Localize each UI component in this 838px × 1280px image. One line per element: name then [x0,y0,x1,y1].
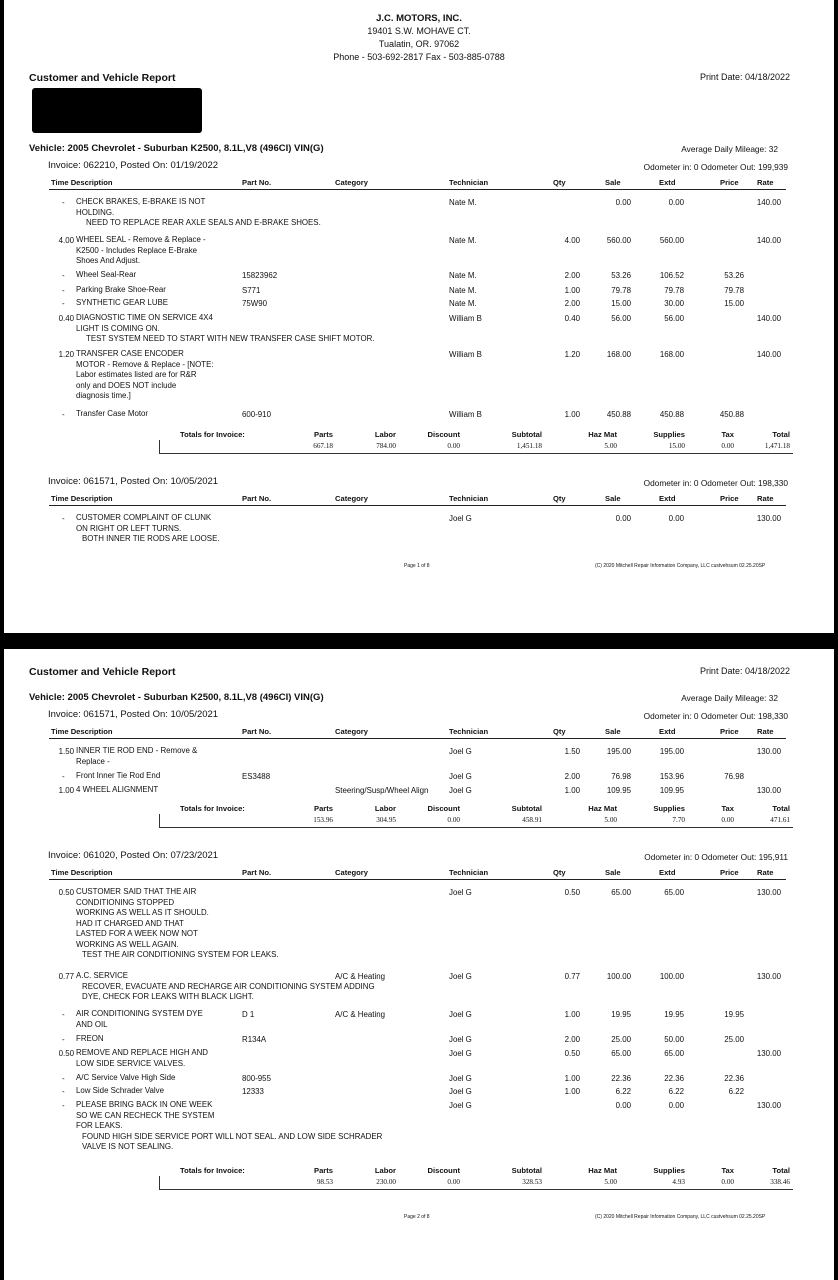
line-technician: William B [449,350,482,359]
col-rate: Rate [757,494,774,503]
print-date: Print Date: 04/18/2022 [699,666,790,676]
totals-tax-label: Tax [721,1166,734,1175]
odometer-info: Odometer in: 0 Odometer Out: 198,330 [643,478,788,488]
line-part-no: D 1 [242,1010,255,1019]
line-bullet: - [62,1087,65,1096]
line-extd: 0.00 [668,1101,684,1110]
totals-discount-value: 0.00 [447,442,460,450]
line-part-no: S771 [242,286,261,295]
line-description: Low Side Schrader Valve [76,1086,165,1095]
col-category: Category [335,727,368,736]
line-extd: 168.00 [659,350,684,359]
totals-discount-value: 0.00 [447,816,460,824]
line-bullet: - [62,410,65,419]
line-extd: 0.00 [668,514,684,523]
line-time: 1.20 [58,350,74,359]
line-description: DIAGNOSTIC TIME ON SERVICE 4X4 LIGHT IS COMING ON. [76,313,213,333]
line-price: 76.98 [724,772,744,781]
line-sale: 65.00 [611,1049,631,1058]
line-part-no: 800-955 [242,1074,271,1083]
line-qty: 1.50 [564,747,580,756]
line-description: CUSTOMER COMPLAINT OF CLUNK ON RIGHT OR LEFT TURNS. [76,513,212,533]
totals-discount-value: 0.00 [447,1178,460,1186]
line-category: A/C & Heating [335,972,385,981]
col-technician: Technician [449,868,489,877]
line-part-no: ES3488 [242,772,271,781]
line-sale: 168.00 [606,350,631,359]
col-category: Category [335,178,368,187]
line-price: 6.22 [728,1087,744,1096]
line-technician: Joel G [449,1010,472,1019]
totals-total-label: Total [772,430,790,439]
totals-parts-label: Parts [314,804,333,813]
line-technician: Joel G [449,1074,472,1083]
line-qty: 0.50 [564,888,580,897]
totals-subtotal-value: 328.53 [522,1178,542,1186]
totals-parts-value: 98.53 [316,1178,333,1186]
line-price: 450.88 [719,410,744,419]
line-extd: 22.36 [664,1074,684,1083]
line-technician: William B [449,410,482,419]
line-technician: Nate M. [449,271,477,280]
line-price: 22.36 [724,1074,744,1083]
line-part-no: 75W90 [242,299,268,308]
line-time: 1.50 [58,747,74,756]
col-extd: Extd [659,494,676,503]
totals-labor-value: 784.00 [376,442,396,450]
line-qty: 1.00 [564,1074,580,1083]
line-description: CUSTOMER SAID THAT THE AIR CONDITIONING STOPPED WORKING AS WELL AS IT SHOULD. HAD IT CHARGED AND THAT LASTED FOR A WEEK NOW NOT WORKING AS WELL AGAIN. [76,887,209,949]
line-note: TEST SYSTEM NEED TO START WITH NEW TRANSFER CASE SHIFT MOTOR. [86,334,375,343]
totals-labor-value: 230.00 [376,1178,396,1186]
line-technician: Nate M. [449,198,477,207]
company-name: J.C. MOTORS, INC. [376,13,462,24]
line-note: FOUND HIGH SIDE SERVICE PORT WILL NOT SEAL. AND LOW SIDE SCHRADER VALVE IS NOT SEALING. [82,1131,383,1151]
page-number: Page 2 of 8 [404,1214,430,1220]
totals-parts-value: 667.18 [313,442,333,450]
line-extd: 79.78 [664,286,684,295]
line-sale: 0.00 [615,198,631,207]
line-technician: Joel G [449,888,472,897]
line-qty: 1.00 [564,1087,580,1096]
redacted-customer-info [32,88,202,133]
col-time-description: Time Description [51,868,113,877]
totals-discount-label: Discount [427,804,460,813]
col-price: Price [720,494,739,503]
line-qty: 1.00 [564,1010,580,1019]
vehicle-info: Vehicle: 2005 Chevrolet - Suburban K2500, 8.1L,V8 (496CI) VIN(G) [29,143,324,154]
line-sale: 6.22 [615,1087,631,1096]
totals-total-label: Total [772,1166,790,1175]
line-sale: 109.95 [606,786,631,795]
totals-tax-value: 0.00 [721,1178,734,1186]
line-description: REMOVE AND REPLACE HIGH AND LOW SIDE SERVICE VALVES. [76,1048,208,1068]
line-description: 4 WHEEL ALIGNMENT [76,785,159,794]
line-price: 79.78 [724,286,744,295]
totals-total-value: 1,471.18 [764,442,790,450]
totals-haz-mat-label: Haz Mat [588,804,617,813]
col-time-description: Time Description [51,494,113,503]
totals-subtotal-value: 1,451.18 [516,442,542,450]
company-city: Tualatin, OR. 97062 [378,39,460,49]
totals-label: Totals for Invoice: [180,1166,245,1175]
line-description: AIR CONDITIONING SYSTEM DYE AND OIL [76,1009,203,1029]
line-part-no: R134A [242,1035,267,1044]
totals-discount-label: Discount [427,430,460,439]
totals-haz-mat-value: 5.00 [604,442,617,450]
col-part-no: Part No. [242,727,272,736]
line-technician: Joel G [449,514,472,523]
col-part-no: Part No. [242,868,272,877]
totals-haz-mat-value: 5.00 [604,816,617,824]
vehicle-info: Vehicle: 2005 Chevrolet - Suburban K2500, 8.1L,V8 (496CI) VIN(G) [29,692,324,703]
line-category: A/C & Heating [335,1010,385,1019]
totals-labor-value: 304.95 [376,816,396,824]
line-bullet: - [62,1010,65,1019]
line-extd: 6.22 [668,1087,684,1096]
totals-haz-mat-label: Haz Mat [588,1166,617,1175]
line-extd: 56.00 [664,314,684,323]
col-technician: Technician [449,494,489,503]
line-description: WHEEL SEAL - Remove & Replace - K2500 - Includes Replace E-Brake Shoes And Adjust. [76,235,206,265]
line-extd: 65.00 [664,888,684,897]
line-sale: 65.00 [611,888,631,897]
totals-discount-label: Discount [427,1166,460,1175]
col-technician: Technician [449,178,489,187]
totals-supplies-label: Supplies [653,430,685,439]
report-title: Customer and Vehicle Report [29,72,176,84]
line-qty: 2.00 [564,1035,580,1044]
line-extd: 65.00 [664,1049,684,1058]
totals-total-value: 471.61 [770,816,790,824]
totals-supplies-label: Supplies [653,804,685,813]
line-description: Transfer Case Motor [76,409,149,418]
totals-parts-label: Parts [314,1166,333,1175]
line-description: SYNTHETIC GEAR LUBE [76,298,169,307]
line-technician: William B [449,314,482,323]
totals-haz-mat-value: 5.00 [604,1178,617,1186]
line-sale: 22.36 [611,1074,631,1083]
line-description: Wheel Seal-Rear [76,270,137,279]
col-qty: Qty [553,494,566,503]
totals-total-value: 338.46 [770,1178,790,1186]
line-time: 0.40 [58,314,74,323]
line-bullet: - [62,286,65,295]
line-sale: 53.26 [611,271,631,280]
totals-labor-label: Labor [374,1166,396,1175]
totals-box [159,440,793,454]
line-qty: 4.00 [564,236,580,245]
line-bullet: - [62,271,65,280]
line-part-no: 15823962 [242,271,278,280]
line-sale: 56.00 [611,314,631,323]
line-rate: 140.00 [756,198,781,207]
line-rate: 130.00 [756,786,781,795]
line-description: A.C. SERVICE [76,971,129,980]
col-category: Category [335,868,368,877]
col-rate: Rate [757,727,774,736]
invoice-title: Invoice: 061571, Posted On: 10/05/2021 [48,476,219,487]
line-extd: 195.00 [659,747,684,756]
line-technician: Joel G [449,786,472,795]
line-description: INNER TIE ROD END - Remove & Replace - [76,746,198,766]
line-rate: 130.00 [756,972,781,981]
line-qty: 2.00 [564,299,580,308]
totals-labor-label: Labor [374,430,396,439]
line-sale: 0.00 [615,1101,631,1110]
col-qty: Qty [553,868,566,877]
line-time: 4.00 [58,236,74,245]
line-extd: 100.00 [659,972,684,981]
col-part-no: Part No. [242,494,272,503]
line-technician: Joel G [449,972,472,981]
line-qty: 1.00 [564,786,580,795]
line-qty: 2.00 [564,271,580,280]
line-description: FREON [76,1034,104,1043]
line-description: PLEASE BRING BACK IN ONE WEEK SO WE CAN RECHECK THE SYSTEM FOR LEAKS. [76,1100,215,1130]
average-mileage: Average Daily Mileage: 32 [681,693,778,703]
invoice-title: Invoice: 061020, Posted On: 07/23/2021 [48,850,219,861]
line-bullet: - [62,514,65,523]
odometer-info: Odometer in: 0 Odometer Out: 198,330 [643,711,788,721]
line-qty: 0.77 [564,972,580,981]
line-bullet: - [62,1035,65,1044]
line-technician: Nate M. [449,299,477,308]
line-bullet: - [62,198,65,207]
line-sale: 560.00 [606,236,631,245]
line-sale: 195.00 [606,747,631,756]
totals-total-label: Total [772,804,790,813]
line-extd: 450.88 [659,410,684,419]
line-qty: 2.00 [564,772,580,781]
col-price: Price [720,178,739,187]
line-technician: Joel G [449,747,472,756]
report-page-2 [4,649,834,1280]
line-description: CHECK BRAKES, E-BRAKE IS NOT HOLDING. [76,197,206,217]
line-note: TEST THE AIR CONDITIONING SYSTEM FOR LEAKS. [82,950,279,959]
line-rate: 130.00 [756,888,781,897]
totals-subtotal-label: Subtotal [511,1166,542,1175]
company-phone: Phone - 503-692-2817 Fax - 503-885-0788 [333,52,505,62]
line-qty: 0.50 [564,1049,580,1058]
line-qty: 1.00 [564,410,580,419]
line-qty: 0.40 [564,314,580,323]
line-sale: 79.78 [611,286,631,295]
line-price: 53.26 [724,271,744,280]
line-extd: 19.95 [664,1010,684,1019]
line-sale: 76.98 [611,772,631,781]
line-rate: 130.00 [756,1049,781,1058]
totals-labor-label: Labor [374,804,396,813]
col-qty: Qty [553,178,566,187]
header-rule [49,738,786,739]
invoice-title: Invoice: 062210, Posted On: 01/19/2022 [48,160,219,171]
line-extd: 109.95 [659,786,684,795]
line-rate: 140.00 [756,350,781,359]
totals-label: Totals for Invoice: [180,804,245,813]
line-extd: 0.00 [668,198,684,207]
totals-tax-value: 0.00 [721,442,734,450]
line-description: Parking Brake Shoe-Rear [76,285,166,294]
col-sale: Sale [605,178,621,187]
line-extd: 30.00 [664,299,684,308]
line-description: TRANSFER CASE ENCODER MOTOR - Remove & Replace - [NOTE: Labor estimates listed are for R&R only and DOES NOT include diagnosis time.] [76,349,214,400]
col-extd: Extd [659,868,676,877]
line-sale: 0.00 [615,514,631,523]
report-page-1 [4,0,834,633]
line-bullet: - [62,1074,65,1083]
line-extd: 106.52 [659,271,684,280]
col-sale: Sale [605,727,621,736]
line-bullet: - [62,299,65,308]
line-qty: 1.20 [564,350,580,359]
line-category: Steering/Susp/Wheel Align [335,786,429,795]
line-time: 1.00 [58,786,74,795]
line-technician: Joel G [449,772,472,781]
line-description: Front Inner Tie Rod End [76,771,161,780]
col-technician: Technician [449,727,489,736]
line-sale: 15.00 [611,299,631,308]
col-rate: Rate [757,868,774,877]
page-number: Page 1 of 8 [404,563,430,569]
totals-parts-label: Parts [314,430,333,439]
line-extd: 153.96 [659,772,684,781]
totals-tax-label: Tax [721,804,734,813]
totals-supplies-value: 7.70 [672,816,685,824]
print-date: Print Date: 04/18/2022 [699,72,790,82]
col-extd: Extd [659,727,676,736]
header-rule [49,879,786,880]
line-description: A/C Service Valve High Side [76,1073,176,1082]
totals-tax-label: Tax [721,430,734,439]
line-part-no: 600-910 [242,410,271,419]
line-price: 15.00 [724,299,744,308]
line-note: BOTH INNER TIE RODS ARE LOOSE. [82,534,220,543]
totals-supplies-value: 15.00 [668,442,685,450]
odometer-info: Odometer in: 0 Odometer Out: 195,911 [644,852,788,862]
line-price: 25.00 [724,1035,744,1044]
totals-subtotal-label: Subtotal [511,804,542,813]
totals-box [159,814,793,828]
line-part-no: 12333 [242,1087,264,1096]
col-time-description: Time Description [51,727,113,736]
col-category: Category [335,494,368,503]
totals-haz-mat-label: Haz Mat [588,430,617,439]
line-technician: Joel G [449,1101,472,1110]
col-sale: Sale [605,868,621,877]
line-sale: 100.00 [606,972,631,981]
totals-box [159,1176,793,1190]
header-rule [49,189,786,190]
col-part-no: Part No. [242,178,272,187]
line-time: 0.50 [58,888,74,897]
line-rate: 140.00 [756,314,781,323]
line-sale: 450.88 [606,410,631,419]
line-technician: Joel G [449,1087,472,1096]
line-rate: 140.00 [756,236,781,245]
col-price: Price [720,868,739,877]
line-sale: 25.00 [611,1035,631,1044]
copyright: (C) 2020 Mitchell Repair Information Company, LLC custvehsum 02.25.20SP [595,1214,766,1220]
line-note: NEED TO REPLACE REAR AXLE SEALS AND E-BRAKE SHOES. [86,218,321,227]
line-time: 0.77 [58,972,74,981]
odometer-info: Odometer in: 0 Odometer Out: 199,939 [643,162,788,172]
col-extd: Extd [659,178,676,187]
line-time: 0.50 [58,1049,74,1058]
line-rate: 130.00 [756,514,781,523]
col-price: Price [720,727,739,736]
col-qty: Qty [553,727,566,736]
company-header [4,12,834,64]
line-technician: Joel G [449,1049,472,1058]
line-technician: Nate M. [449,286,477,295]
line-technician: Nate M. [449,236,477,245]
header-rule [49,505,786,506]
line-sale: 19.95 [611,1010,631,1019]
line-rate: 130.00 [756,747,781,756]
report-title: Customer and Vehicle Report [29,666,176,678]
totals-label: Totals for Invoice: [180,430,245,439]
totals-parts-value: 153.96 [313,816,333,824]
totals-tax-value: 0.00 [721,816,734,824]
line-extd: 560.00 [659,236,684,245]
col-time-description: Time Description [51,178,113,187]
line-qty: 1.00 [564,286,580,295]
line-bullet: - [62,772,65,781]
company-address: 19401 S.W. MOHAVE CT. [367,26,471,36]
totals-supplies-label: Supplies [653,1166,685,1175]
line-rate: 130.00 [756,1101,781,1110]
col-sale: Sale [605,494,621,503]
line-extd: 50.00 [664,1035,684,1044]
line-bullet: - [62,1101,65,1110]
totals-subtotal-value: 458.91 [522,816,542,824]
average-mileage: Average Daily Mileage: 32 [681,144,778,154]
col-rate: Rate [757,178,774,187]
line-note: RECOVER, EVACUATE AND RECHARGE AIR CONDITIONING SYSTEM ADDING DYE, CHECK FOR LEAKS WITH BLACK LIGHT. [82,981,375,1001]
line-price: 19.95 [724,1010,744,1019]
invoice-title: Invoice: 061571, Posted On: 10/05/2021 [48,709,219,720]
totals-subtotal-label: Subtotal [511,430,542,439]
copyright: (C) 2020 Mitchell Repair Information Company, LLC custvehsum 02.25.20SP [595,563,766,569]
totals-supplies-value: 4.93 [672,1178,685,1186]
line-technician: Joel G [449,1035,472,1044]
